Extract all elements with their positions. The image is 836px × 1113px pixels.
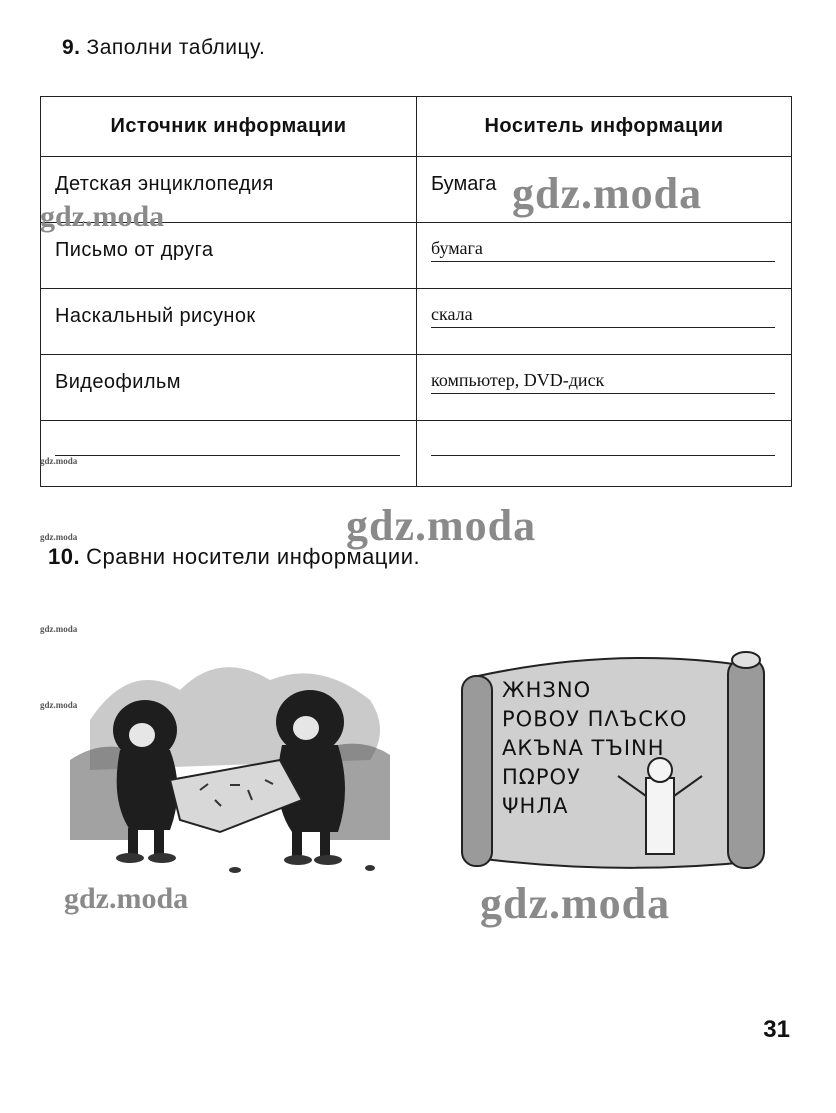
task-text: Заполни таблицу. (86, 36, 266, 59)
table-row (41, 289, 792, 355)
carrier-cell[interactable] (417, 355, 792, 421)
watermark: gdz.moda (40, 532, 78, 542)
source-text: Письмо от друга (55, 239, 214, 261)
blank-answer-line (431, 455, 775, 456)
source-text: Детская энциклопедия (55, 173, 274, 195)
source-cell (41, 289, 417, 355)
task-text: Сравни носители информации. (86, 544, 421, 569)
scroll-text-line: АКЪNА ТЪINН (502, 736, 665, 760)
watermark: gdz.moda (480, 879, 671, 928)
carrier-cell[interactable] (417, 289, 792, 355)
scroll-text-line: ЖНЗNО (502, 678, 592, 702)
table-row (41, 421, 792, 487)
blank-carrier-cell[interactable] (417, 421, 792, 487)
scroll-text-line: ΡΟΒΟУ ΠΛЪСКО (502, 707, 688, 731)
table-row (41, 355, 792, 421)
carrier-printed-text: Бумага (431, 173, 497, 195)
source-text: Видеофильм (55, 371, 181, 393)
task-9-title (62, 36, 265, 60)
watermark: gdz.moda (40, 456, 78, 466)
watermark: gdz.moda (40, 624, 78, 634)
task-number: 10. (48, 544, 81, 569)
carrier-answer-text: компьютер, DVD-диск (431, 369, 775, 394)
blank-source-cell[interactable] (41, 421, 417, 487)
info-table (40, 96, 792, 487)
watermark: gdz.moda (40, 700, 78, 710)
header-source: Источник информации (41, 97, 417, 157)
carrier-cell[interactable] (417, 223, 792, 289)
watermark: gdz.moda (512, 169, 703, 218)
carrier-answer-text: скала (431, 303, 775, 328)
cavemen-stone-illustration (70, 640, 400, 890)
table-header-row (41, 97, 792, 157)
blank-answer-line (55, 455, 400, 456)
header-carrier: Носитель информации (417, 97, 792, 157)
source-cell (41, 355, 417, 421)
carrier-answer-text: бумага (431, 237, 775, 262)
page-number: 31 (763, 1016, 790, 1043)
task-number: 9. (62, 36, 81, 59)
scroll-text-line: ΠΩΡΟУ (502, 765, 581, 789)
source-text: Наскальный рисунок (55, 305, 256, 327)
scroll-text-line: ΨНЛА (502, 794, 569, 818)
watermark: gdz.moda (40, 200, 165, 233)
watermark: gdz.moda (346, 501, 537, 550)
ancient-scroll-illustration (458, 636, 774, 886)
watermark: gdz.moda (64, 882, 189, 915)
